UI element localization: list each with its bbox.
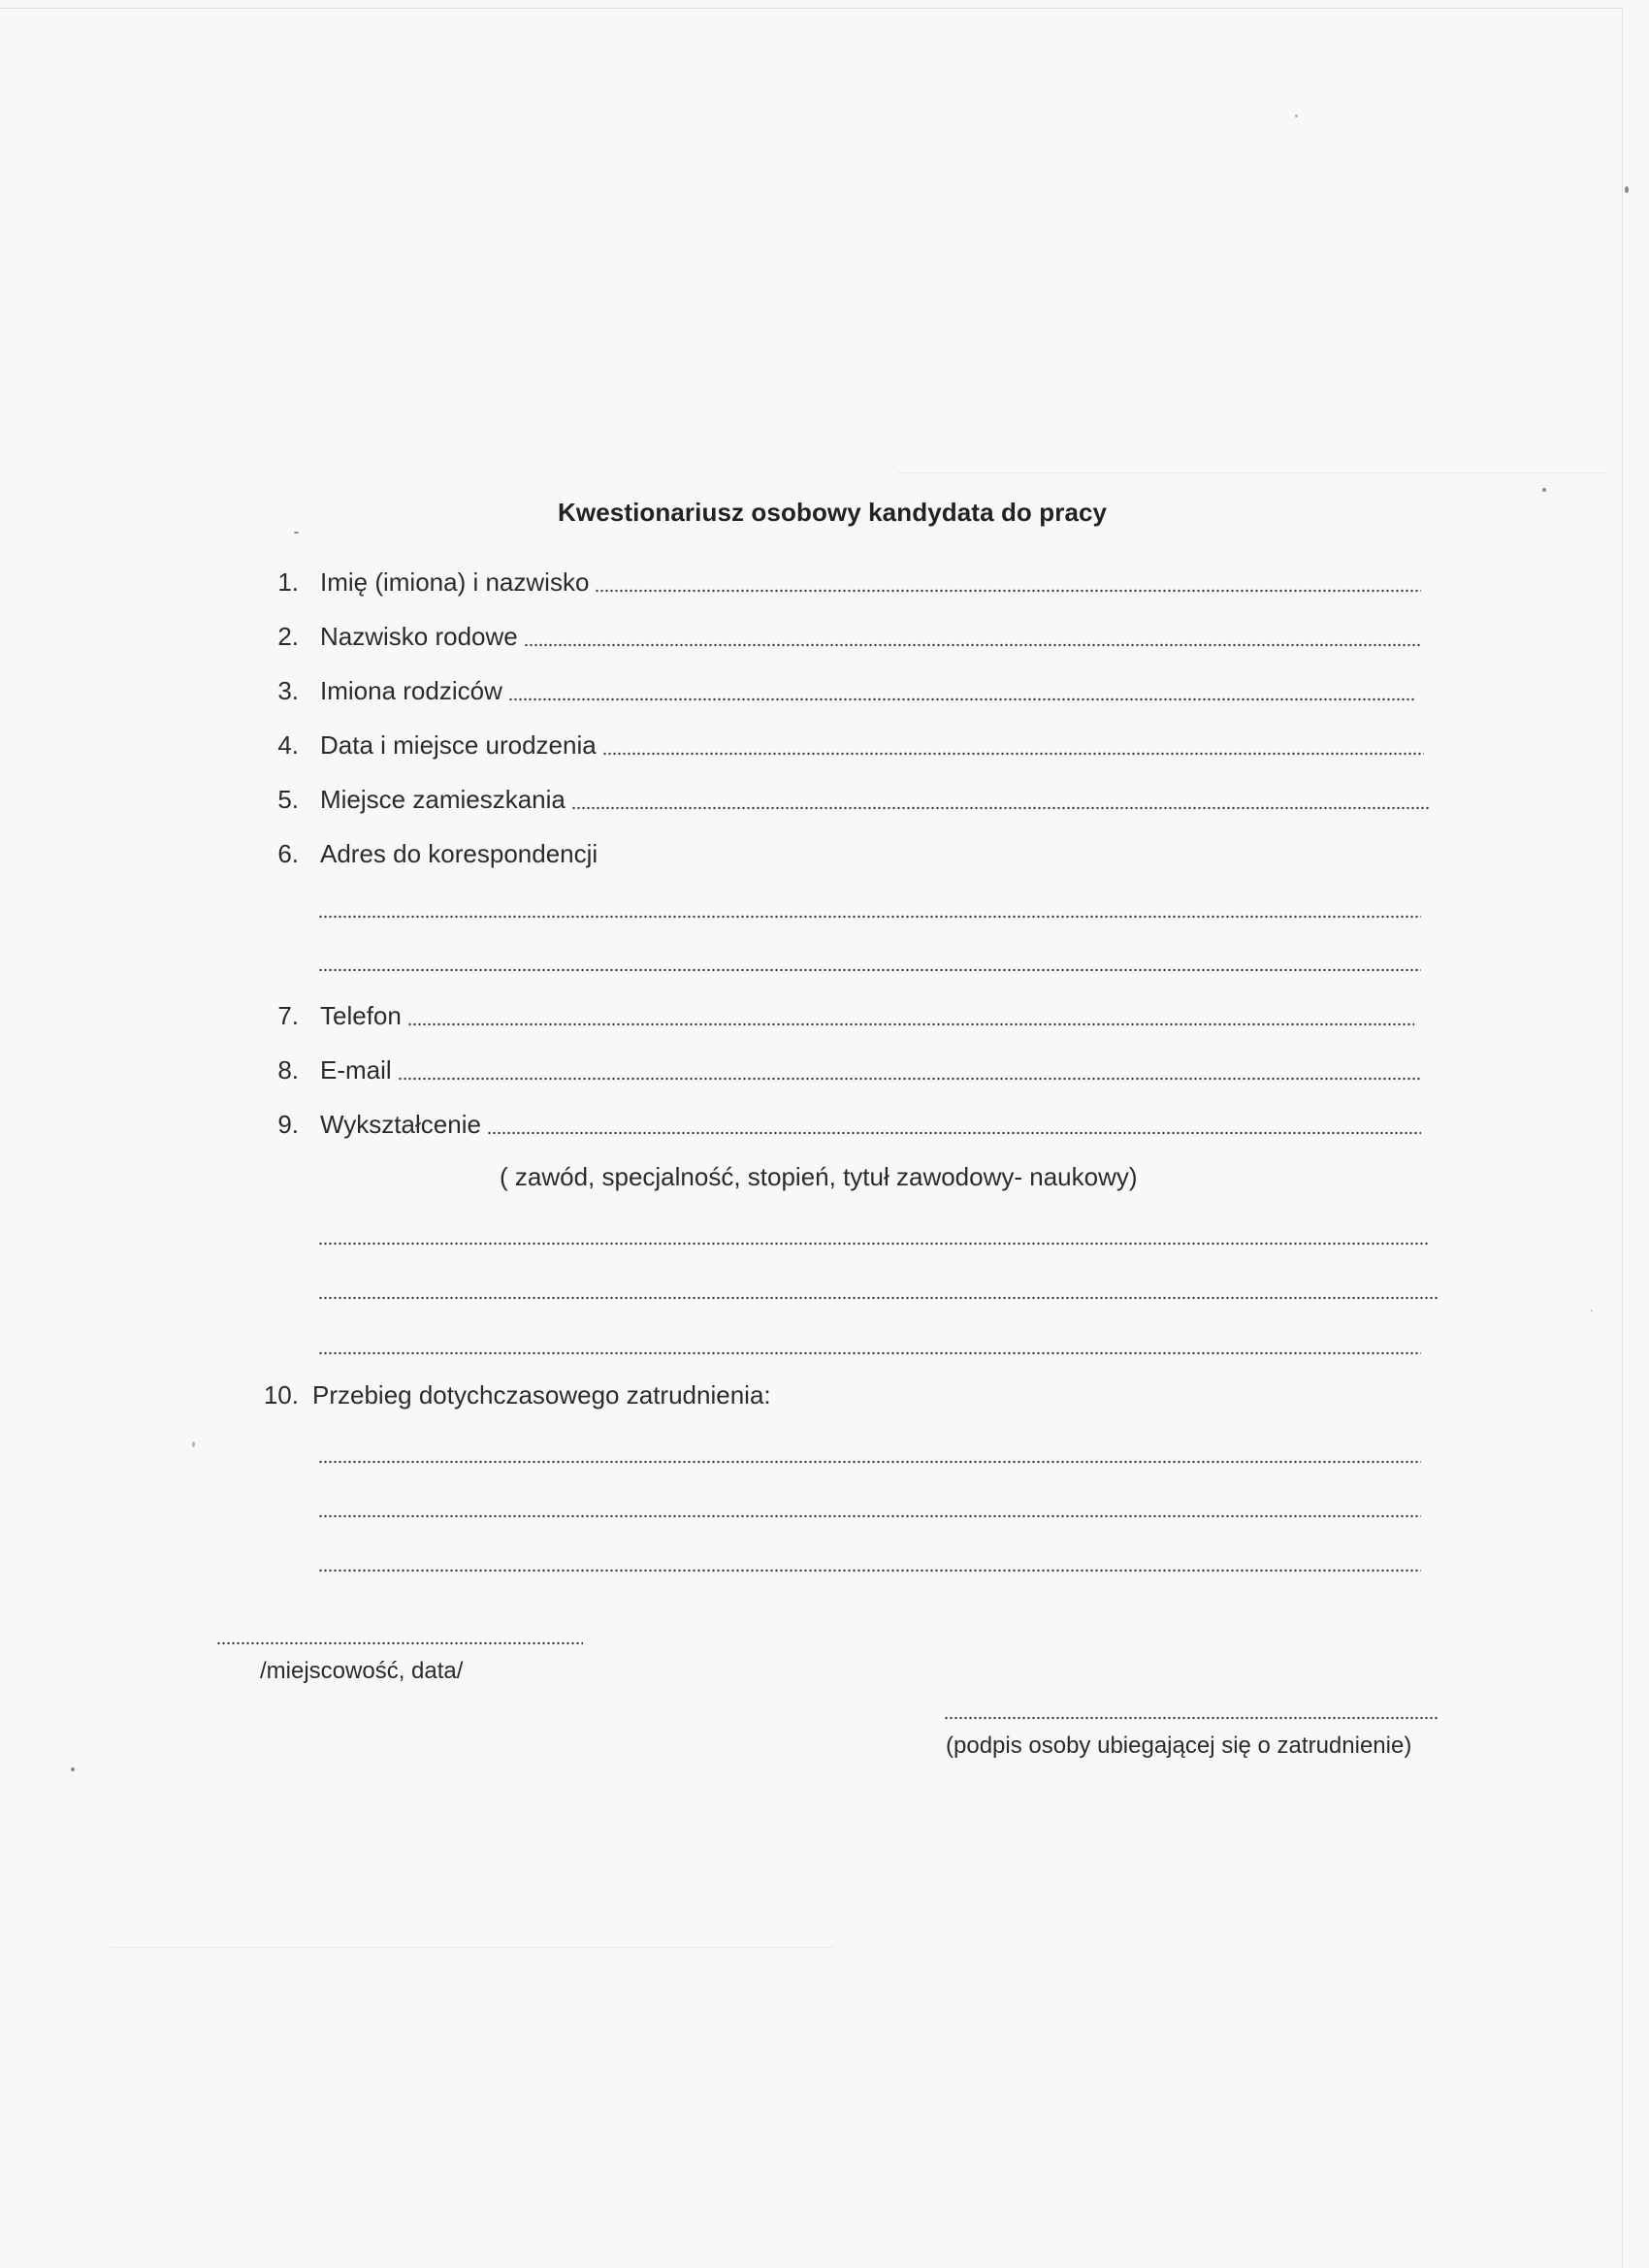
scan-artifact-line [112, 1947, 834, 1948]
scan-edge-top [0, 8, 1622, 9]
field-number: 9. [277, 1110, 299, 1139]
field-number: 5. [277, 785, 299, 814]
field-label: Adres do korespondencji [320, 839, 598, 868]
field-parents-names [262, 676, 1414, 706]
field-number: 10. [263, 1380, 299, 1409]
field-label: E-mail [320, 1055, 392, 1085]
field-number: 8. [277, 1055, 299, 1085]
scan-speck [71, 1767, 75, 1771]
signature-caption: (podpis osoby ubiegającej się o zatrudnienie) [946, 1733, 1412, 1759]
field-residence [262, 785, 1429, 815]
fill-in-dotted-line[interactable] [487, 1131, 1421, 1135]
field-number: 6. [277, 839, 299, 868]
field-label: Imiona rodziców [320, 676, 502, 705]
fill-in-dotted-line[interactable] [318, 968, 1421, 972]
field-number: 7. [277, 1001, 299, 1030]
fill-in-dotted-line[interactable] [571, 806, 1429, 810]
scan-speck [1295, 114, 1298, 117]
field-number: 2. [277, 622, 299, 651]
field-phone [262, 1001, 1414, 1031]
signature-dotted-line[interactable] [944, 1716, 1439, 1720]
field-label: Data i miejsce urodzenia [320, 730, 597, 760]
field-birth-surname [262, 622, 1421, 652]
field-full-name [262, 567, 1421, 598]
field-education [262, 1110, 1421, 1140]
fill-in-dotted-line[interactable] [508, 697, 1414, 701]
field-email [262, 1055, 1421, 1085]
place-date-dotted-line[interactable] [216, 1641, 583, 1645]
field-label: Wykształcenie [320, 1110, 481, 1139]
scan-speck [1542, 488, 1546, 492]
fill-in-dotted-line[interactable] [524, 643, 1421, 647]
fill-in-dotted-line[interactable] [318, 1351, 1421, 1355]
scan-speck [192, 1442, 195, 1447]
scan-speck [1591, 1310, 1593, 1312]
fill-in-dotted-line[interactable] [595, 589, 1421, 593]
field-birth-date-place [262, 730, 1424, 761]
fill-in-dotted-line[interactable] [602, 752, 1424, 756]
fill-in-dotted-line[interactable] [318, 915, 1421, 919]
field-label: Miejsce zamieszkania [320, 785, 566, 814]
field-number: 3. [277, 676, 299, 705]
education-hint: ( zawód, specjalność, stopień, tytuł zawodowy- naukowy) [500, 1162, 1138, 1191]
fill-in-dotted-line[interactable] [398, 1077, 1421, 1081]
field-label: Telefon [320, 1001, 402, 1030]
field-employment-history [262, 1380, 771, 1410]
fill-in-dotted-line[interactable] [318, 1514, 1421, 1518]
scan-speck [294, 532, 299, 534]
field-number: 1. [277, 567, 299, 597]
fill-in-dotted-line[interactable] [407, 1022, 1414, 1026]
scan-edge-right [1622, 8, 1623, 2268]
fill-in-dotted-line[interactable] [318, 1296, 1439, 1300]
field-label: Nazwisko rodowe [320, 622, 518, 651]
field-number: 4. [277, 730, 299, 760]
place-date-caption: /miejscowość, data/ [260, 1658, 464, 1684]
form-title: Kwestionariusz osobowy kandydata do pracy [558, 498, 1108, 527]
field-label: Przebieg dotychczasowego zatrudnienia: [312, 1380, 771, 1409]
field-label: Imię (imiona) i nazwisko [320, 567, 590, 597]
fill-in-dotted-line[interactable] [318, 1569, 1421, 1572]
field-correspondence-address [262, 839, 598, 869]
scan-speck [1625, 186, 1629, 193]
fill-in-dotted-line[interactable] [318, 1460, 1421, 1464]
fill-in-dotted-line[interactable] [318, 1242, 1429, 1246]
scan-artifact-line [897, 472, 1605, 473]
